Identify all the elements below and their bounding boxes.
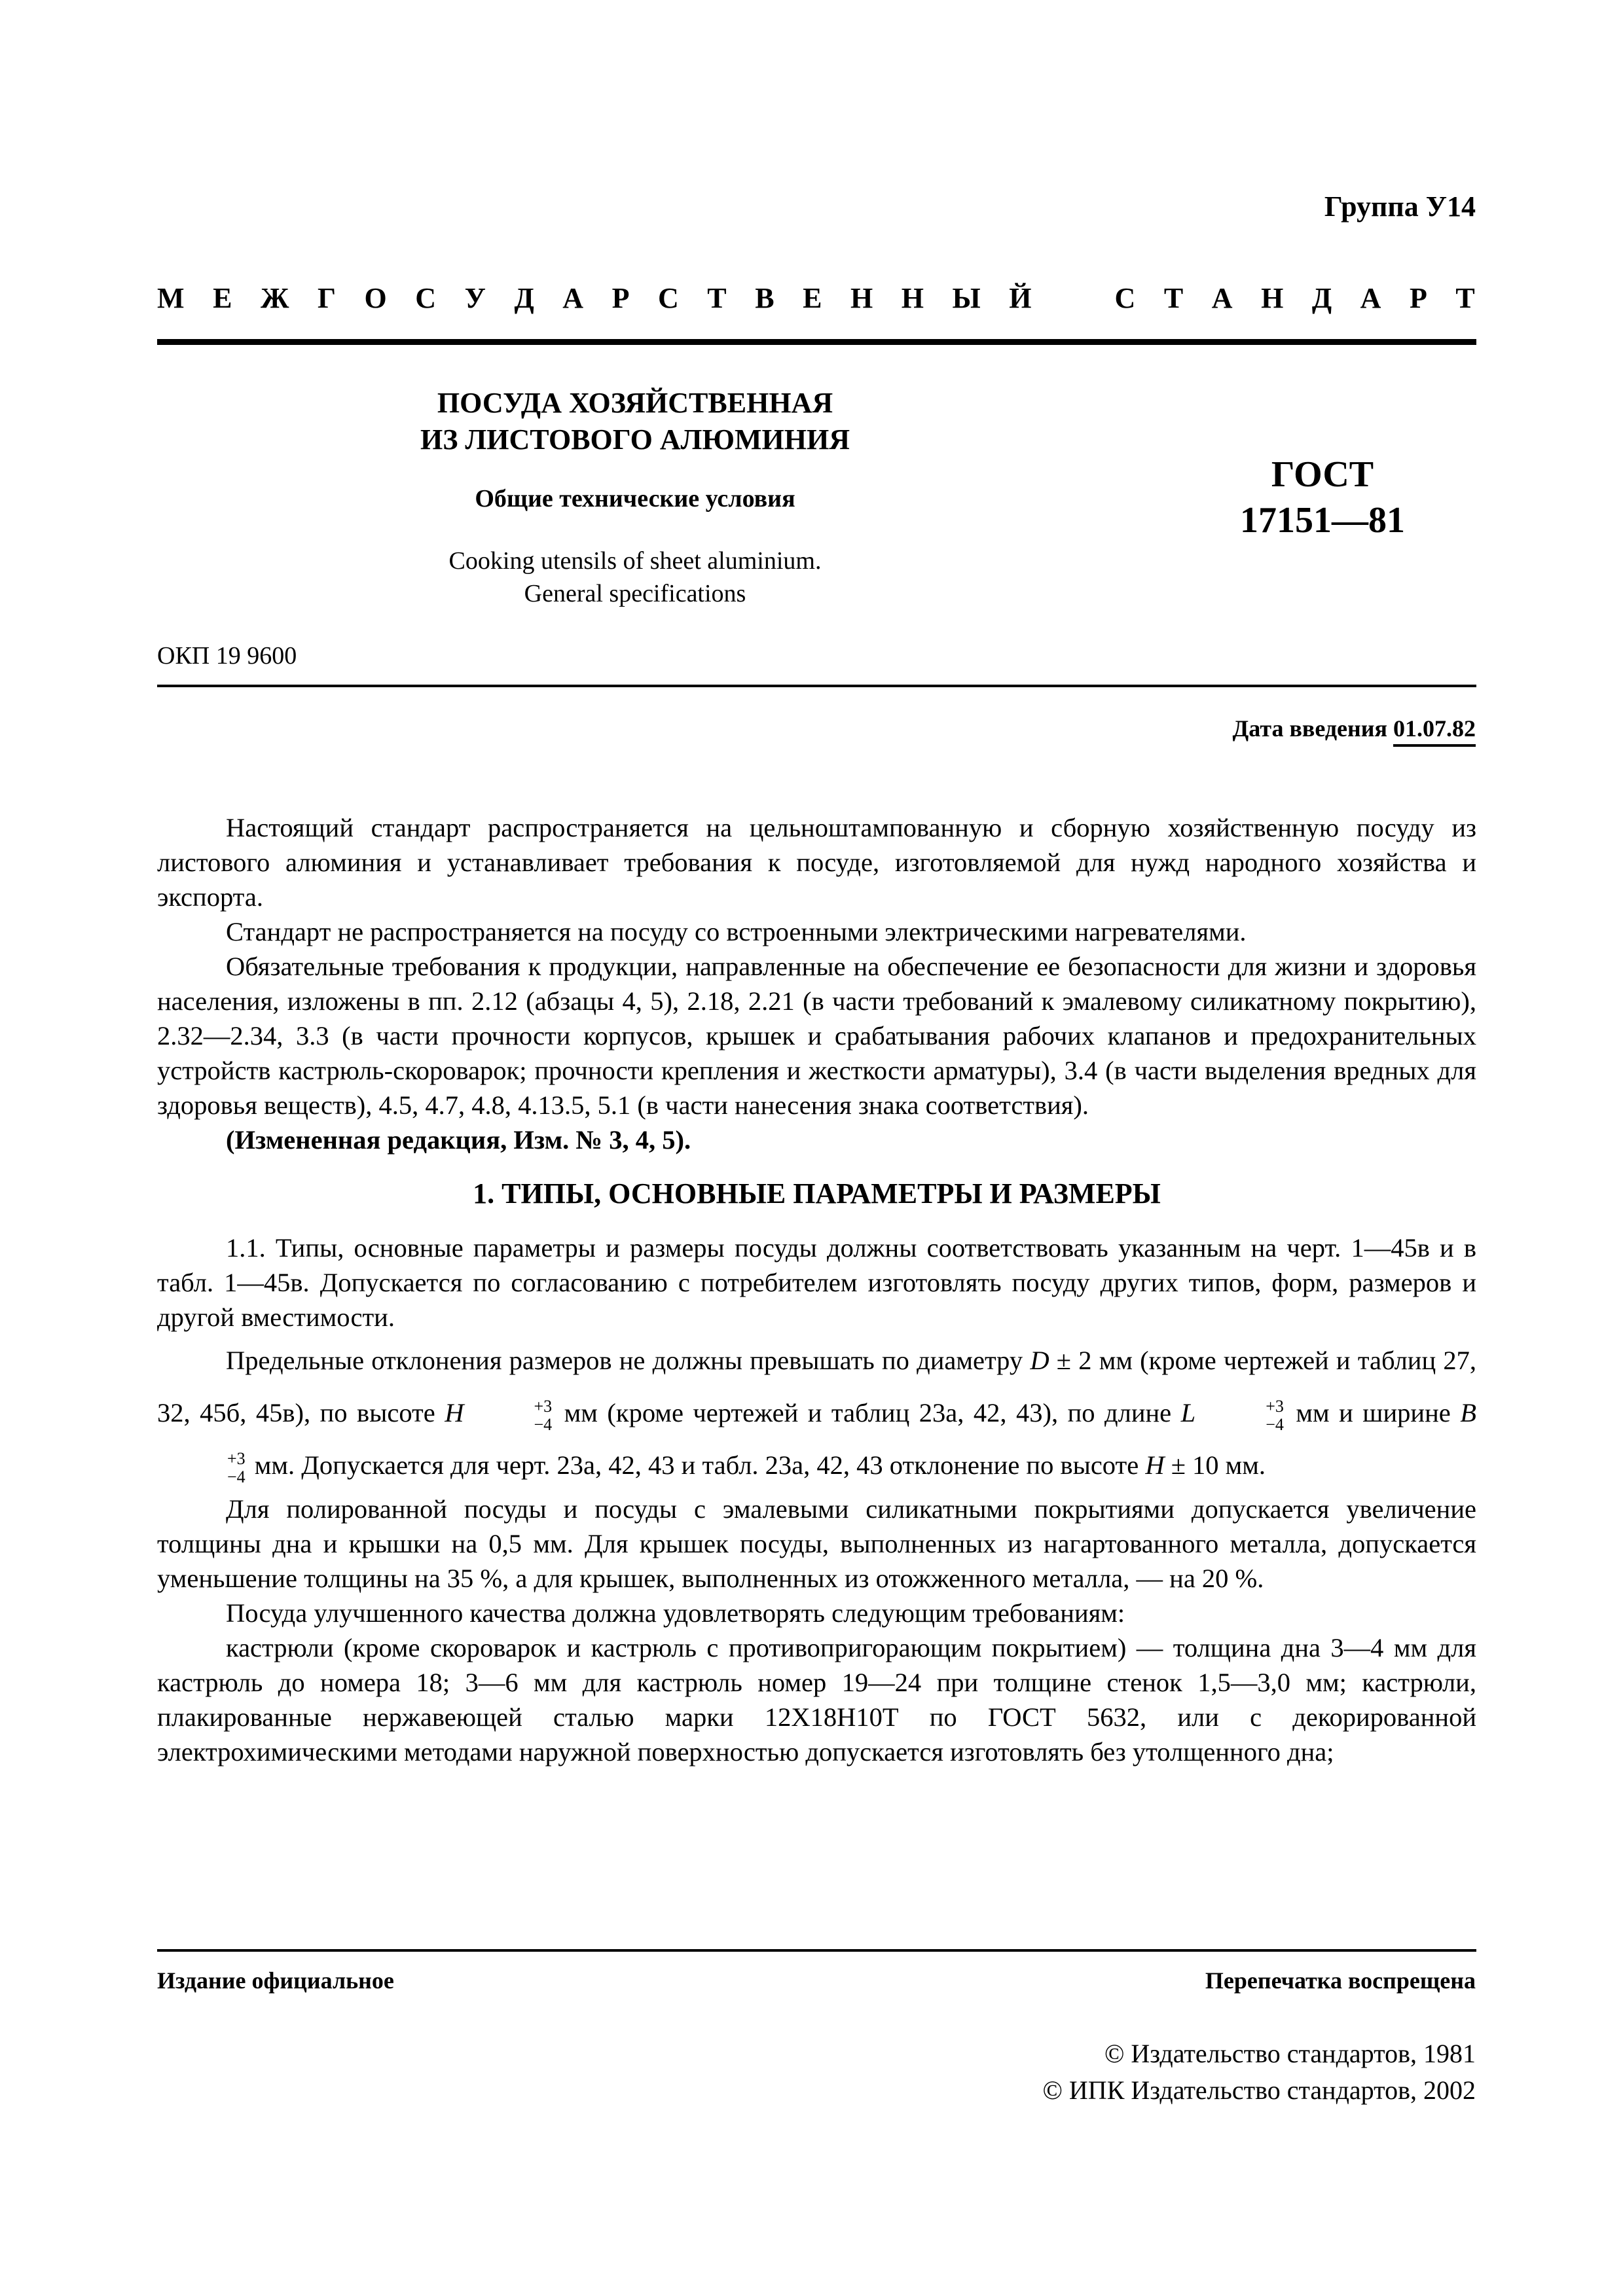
paragraph-scope: Настоящий стандарт распространяется на цельноштампованную и сборную хозяйственную посуду из листового алюминия и устанавливает требования к посуде, изготовляемой для нужд народного хозяйства и экспорта.: [157, 813, 1476, 912]
standard-letter: Ж: [260, 282, 289, 314]
section-heading: 1. ТИПЫ, ОСНОВНЫЕ ПАРАМЕТРЫ И РАЗМЕРЫ: [473, 1177, 1161, 1210]
standard-letter: Р: [611, 282, 630, 314]
standard-letter: Ы: [952, 282, 981, 314]
standard-letter: О: [364, 282, 387, 314]
standard-letter: У: [464, 282, 486, 314]
standard-letter: Н: [850, 282, 873, 314]
standard-letter: Е: [213, 282, 232, 314]
standard-gap: [1060, 281, 1086, 315]
footer-rule: [157, 1949, 1476, 1952]
paragraph-mandatory: Обязательные требования к продукции, направленные на обеспечение ее безопасности для жизни и здоровья населения, изложены в пп. 2.12 (абзацы 4, 5), 2.18, 2.21 (в части требований к эмалевому силикатному покрытию), 2.32—2.34, 3.3 (в части прочности корпусов, крышек и срабатывания рабочих клапанов и предохранительных устройств кастрюль-скороварок; прочности крепления и жесткости арматуры), 3.4 (в части выделения вредных для здоровья веществ), 4.5, 4.7, 4.8, 4.13.5, 5.1 (в части нанесения знака соответствия).: [157, 952, 1476, 1120]
paragraph-pans: кастрюли (кроме скороварок и кастрюль с противопригорающим покрытием) — толщина дна 3—4 мм для кастрюль до номера 18; 3—6 мм для кастрюль номер 19—24 при толщине стенок 1,5—3,0 мм; кастрюли, плакированные нержавеющей сталью марки 12Х18Н10Т по ГОСТ 5632, или с декорированной электрохимическими методами наружной поверхностью допускается изготовлять без утолщенного дна;: [157, 1633, 1476, 1767]
standard-letter: Д: [1311, 282, 1332, 314]
copyright-line-1: © Издательство стандартов, 1981: [1104, 2039, 1476, 2068]
standard-letter: В: [755, 282, 775, 314]
standard-letter: Й: [1009, 282, 1032, 314]
tolerance-h: +3 −4: [534, 1396, 553, 1434]
standard-letter: С: [1114, 282, 1136, 314]
copyright-block: [1043, 2036, 1476, 2109]
paragraph-1-1: 1.1. Типы, основные параметры и размеры посуды должны соответствовать указанным на черт. 1—45в и в табл. 1—45в. Допускается по согласованию с потребителем изготовлять посуду других типов, форм, размеров и другой вместимости.: [157, 1233, 1476, 1332]
paragraph-exclusion: Стандарт не распространяется на посуду со встроенными электрическими нагревателями.: [226, 917, 1247, 946]
english-title-line-2: General specifications: [524, 580, 746, 607]
standard-letter: Т: [707, 282, 727, 314]
title-line-1: ПОСУДА ХОЗЯЙСТВЕННАЯ: [437, 387, 833, 419]
standard-letter: Е: [803, 282, 822, 314]
document-subtitle: Общие технические условия: [475, 485, 795, 512]
english-title-line-1: Cooking utensils of sheet aluminium.: [448, 547, 822, 575]
okp-code: ОКП 19 9600: [157, 642, 297, 670]
standard-letter: С: [415, 282, 437, 314]
document-body: [157, 810, 1476, 1769]
paragraph-polished: Для полированной посуды и посуды с эмалевыми силикатными покрытиями допускается увеличение толщины дна и крышки на 0,5 мм. Для крышек посуды, выполненных из нагартованного металла, допускается уменьшение толщины на 35 %, а для крышек, выполненных из отожженного металла, — на 20 %.: [157, 1494, 1476, 1593]
title-rule: [157, 685, 1476, 687]
symbol-d: D: [1030, 1346, 1049, 1375]
standard-heading: [157, 281, 1475, 315]
title-line-2: ИЗ ЛИСТОВОГО АЛЮМИНИЯ: [420, 423, 850, 456]
gost-number: [1192, 452, 1453, 543]
document-title: [275, 385, 995, 458]
symbol-l: L: [1180, 1398, 1196, 1427]
group-code: Группа У14: [1324, 190, 1476, 223]
gost-label: ГОСТ: [1271, 454, 1374, 495]
tolerance-l: +3 −4: [1266, 1396, 1284, 1434]
standard-letter: А: [562, 282, 584, 314]
introduction-date: [1233, 715, 1476, 742]
date-label: Дата введения: [1232, 715, 1387, 742]
symbol-h-2: H: [1145, 1450, 1165, 1480]
standard-letter: Н: [1261, 282, 1284, 314]
reprint-prohibited: Перепечатка воспрещена: [1205, 1967, 1476, 1994]
official-edition: Издание официальное: [157, 1967, 394, 1994]
paragraph-quality: Посуда улучшенного качества должна удовлетворять следующим требованиям:: [226, 1598, 1125, 1628]
standard-letter: М: [157, 282, 185, 314]
symbol-b: B: [1460, 1398, 1476, 1427]
header-rule: [157, 339, 1476, 345]
standard-letter: Д: [514, 282, 534, 314]
english-title: [275, 545, 995, 610]
paragraph-tolerances: Предельные отклонения размеров не должны превышать по диаметру D ± 2 мм (кроме чертежей и таблиц 27, 32, 45б, 45в), по высоте H +3 −4 мм (кроме чертежей и таблиц 23а, 42, 43), по длине L +3 −4 мм и ширине B +3 −4 мм. Допускается для черт. 23а, 42, 43 и табл. 23а, 42, 43 отклонение по высоте H ± 10 мм.: [157, 1346, 1476, 1486]
date-value: 01.07.82: [1393, 715, 1476, 747]
paragraph-revision-note: (Измененная редакция, Изм. № 3, 4, 5).: [226, 1125, 691, 1155]
standard-letter: Т: [1163, 282, 1184, 314]
standard-letter: Р: [1409, 282, 1427, 314]
copyright-line-2: © ИПК Издательство стандартов, 2002: [1042, 2075, 1476, 2105]
tolerance-b: +3 −4: [227, 1448, 246, 1486]
standard-letter: С: [657, 282, 679, 314]
gost-code: 17151—81: [1240, 500, 1405, 541]
standard-letter: Н: [901, 282, 924, 314]
symbol-h: H: [445, 1398, 464, 1427]
standard-letter: Г: [318, 282, 336, 314]
standard-letter: Т: [1455, 282, 1475, 314]
standard-letter: А: [1211, 282, 1233, 314]
standard-letter: А: [1360, 282, 1381, 314]
